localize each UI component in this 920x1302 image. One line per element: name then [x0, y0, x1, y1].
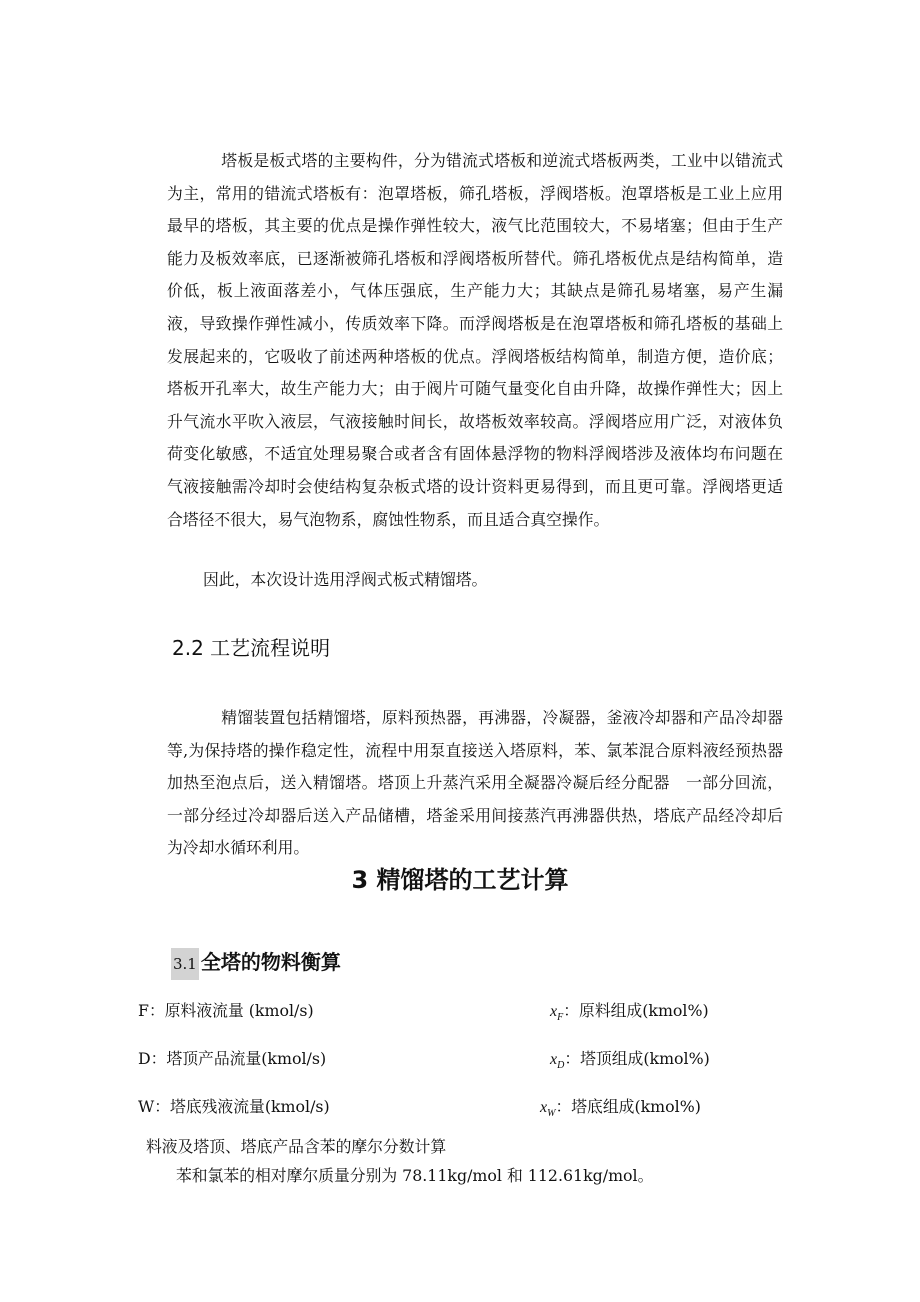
- process-paragraph-text: 精馏装置包括精馏塔，原料预热器，再沸器，冷凝器，釜液冷却器和产品冷却器等,为保持塔的操作稳定性，流程中用泵直接送入塔原料，苯、氯苯混合原料液经预热器加热至泡点后，送入精馏塔。塔顶上升蒸汽采用全凝器冷凝后经分配器 一部分回流，一部分经过冷却器后送入产品储槽，塔釜采用间接蒸汽再沸器供热，塔底产品经冷却后为冷却水循环利用。: [167, 708, 783, 858]
- calculation-note: 料液及塔顶、塔底产品含苯的摩尔分数计算: [146, 1137, 447, 1156]
- chapter-heading-3: 3 精馏塔的工艺计算: [351, 866, 569, 894]
- section-title: 全塔的物料衡算: [200, 950, 341, 974]
- intro-paragraph: [167, 145, 783, 536]
- definition-left-w: W：塔底残液流量(kmol/s): [138, 1097, 330, 1116]
- symbol-xw: $x_W$: [540, 1099, 556, 1119]
- process-paragraph: [167, 702, 783, 865]
- molar-mass-note: 苯和氯苯的相对摩尔质量分别为 78.11kg/mol 和 112.61kg/mol。: [176, 1166, 654, 1185]
- symbol-xf: $x_F$: [550, 1003, 564, 1023]
- definition-left-f: F：原料液流量 (kmol/s): [138, 1001, 314, 1020]
- conclusion-paragraph-text: 因此，本次设计选用浮阀式板式精馏塔。: [203, 570, 488, 589]
- conclusion-paragraph: [167, 564, 783, 597]
- section-number-highlight: 3.1: [171, 948, 199, 980]
- section-heading-2-2: 2.2 工艺流程说明: [172, 636, 331, 660]
- definition-left-d: D：塔顶产品流量(kmol/s): [138, 1049, 327, 1068]
- definition-right-xw: $x_W$：塔底组成(kmol%): [540, 1097, 701, 1119]
- intro-paragraph-text: 塔板是板式塔的主要构件，分为错流式塔板和逆流式塔板两类，工业中以错流式为主，常用的错流式塔板有：泡罩塔板，筛孔塔板，浮阀塔板。泡罩塔板是工业上应用最早的塔板，其主要的优点是操作弹性较大，液气比范围较大，不易堵塞；但由于生产能力及板效率底，已逐渐被筛孔塔板和浮阀塔板所替代。筛孔塔板优点是结构简单，造价低，板上液面落差小，气体压强底，生产能力大；其缺点是筛孔易堵塞，易产生漏液，导致操作弹性减小，传质效率下降。而浮阀塔板是在泡罩塔板和筛孔塔板的基础上发展起来的，它吸收了前述两种塔板的优点。浮阀塔板结构简单，制造方便，造价底；塔板开孔率大，故生产能力大；由于阀片可随气量变化自由升降，故操作弹性大；因上升气流水平吹入液层，气液接触时间长，故塔板效率较高。浮阀塔应用广泛，对液体负荷变化敏感，不适宜处理易聚合或者含有固体悬浮物的物料浮阀塔涉及液体均布问题在气液接触需冷却时会使结构复杂板式塔的设计资料更易得到，而且更可靠。浮阀塔更适合塔径不很大，易气泡物系，腐蚀性物系，而且适合真空操作。: [167, 151, 783, 529]
- section-heading-3-1: [171, 946, 341, 980]
- definition-right-xf: $x_F$：原料组成(kmol%): [550, 1001, 709, 1023]
- symbol-xd: $x_D$: [550, 1051, 565, 1071]
- definition-right-xd: $x_D$：塔顶组成(kmol%): [550, 1049, 710, 1071]
